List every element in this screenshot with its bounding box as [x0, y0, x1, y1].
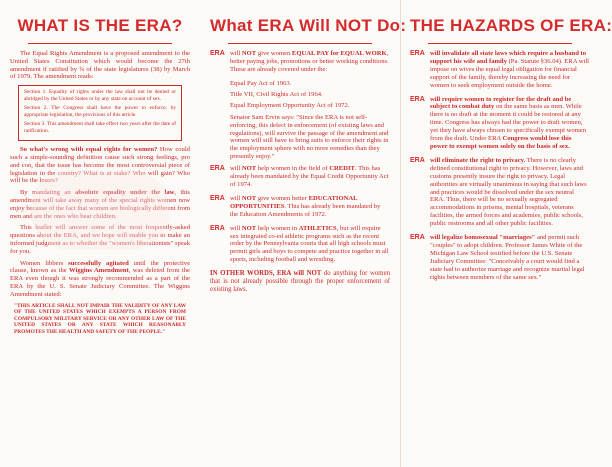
act-item: Title VII, Civil Rights Act of 1964.	[230, 90, 323, 98]
hazard-marriage	[410, 234, 590, 281]
era-tag: ERA	[210, 165, 225, 173]
text-run: will	[230, 50, 242, 57]
item-education	[210, 195, 390, 219]
heading-part: THE	[410, 16, 450, 35]
emphasis-not: NOT	[241, 165, 257, 173]
text-run: , better paying jobs, promotions or better working conditions. These are already covered under the:	[230, 50, 389, 73]
text-run: will	[230, 194, 242, 202]
emphasis-topic: ATHLETICS	[298, 224, 337, 232]
emphasis-topic: EQUAL PAY for EQUAL WORK	[291, 50, 387, 57]
hazard-rest: (Pa. Statute §36.04). ERA will impose on wives the equal legal obligation for financial support of the family, thereby increasing the need for women to seek employment outside the home.	[430, 57, 590, 89]
hazard-rest: on the same basis as men. While there is no draft at the moment it could be restored at any time. Congress has always had the power to draft women, yet they have always chosen to specifically exempt women from the draft. Under ERA	[430, 103, 586, 143]
heading-underline	[428, 43, 572, 44]
item-body	[230, 195, 390, 219]
heading-part: Do:	[372, 16, 407, 35]
heading-underline	[228, 43, 372, 44]
ervin-quote: Senator Sam Ervin says: "Since the ERA is not self-enforcing, this defect in enforcement (of existing laws and regulations), will survive the passage of the amendment and women will still have to bring suits to enforce their rights in the employment sphere with no more remedies than they presently enjoy."	[230, 113, 389, 161]
column-what-era-will-not-do	[200, 0, 407, 467]
faded-watermark	[30, 170, 170, 250]
text-run: will	[230, 165, 242, 173]
heading-part: NOT	[335, 16, 373, 35]
emphasis-topic: CREDIT	[329, 165, 355, 173]
item-body	[430, 96, 590, 151]
text-run: . This has already been mandated by the Equal Credit Opportunity Act of 1974.	[230, 165, 389, 188]
item-equal-pay	[210, 50, 390, 74]
item-body	[430, 234, 590, 281]
hazard-lead: will legalize homosexual "marriages"	[430, 234, 536, 242]
text-run: give women better	[256, 194, 309, 202]
column-what-is-era	[0, 0, 200, 467]
emphasis-not: NOT	[241, 194, 257, 202]
act-item: Equal Pay Act of 1963.	[230, 79, 292, 87]
closing-rest: do anything for women that is not already possible through the proper enforcement of existing laws.	[210, 270, 390, 294]
closing-paragraph	[210, 270, 390, 294]
hazard-lead: will eliminate the right to privacy.	[430, 156, 526, 164]
hazard-rest: and permit such "couples" to adopt children. Professor James White of the Michigan Law School testified before the U.S. Senate Judiciary Committee: "Conceivably a court would find a state had to authorize marriage and recognize marital legal rights between members of the same sex."	[430, 234, 585, 281]
hazard-support	[410, 50, 590, 90]
emphasis-not: NOT	[241, 50, 257, 57]
emphasis-not: NOT	[241, 224, 257, 232]
text-run: , but will require sex integrated co-ed athletic programs such as the recent order by the Pennsylvania courts that all high schools must permit girls and boys to compete and practice together in all sports, including football and wrestling.	[230, 224, 389, 264]
act-item: Equal Employment Opportunity Act of 1972.	[230, 101, 350, 109]
intro-paragraph: The Equal Rights Amendment is a proposed amendment to the United States Constitution which would become the 27th amendment if ratified by ¾ of the state legislatures (38) by March of 1979. The amendment reads:	[10, 50, 190, 81]
text-run: Women libbers	[20, 259, 69, 267]
era-tag: ERA	[210, 224, 225, 232]
amendment-text-box	[18, 85, 182, 141]
question-rest: How could such a simple-sounding definition cause such strong feelings, pro and con, that the issue has become the most controversial piece of legislation in the country? What is at stake? Who will gain? Who will be the losers?	[10, 146, 190, 185]
question-lead: So what's wrong with equal rights for women?	[20, 146, 158, 154]
era-tag: ERA	[210, 50, 225, 57]
item-body	[230, 225, 390, 265]
heading-underline	[28, 43, 172, 44]
item-body	[230, 50, 390, 74]
text-run: , this amendment will take away many of the special rights women now enjoy because of the fact that women are biologically different from men and are the ones who bear children.	[10, 189, 190, 220]
emphasis-absolute-equality: absolute equality under the law	[75, 189, 175, 197]
heading-hazards	[410, 16, 612, 36]
heading-will-not-do	[210, 16, 407, 36]
hazard-privacy	[410, 157, 590, 228]
leaflet-purpose-paragraph: This leaflet will answer some of the most frequently-asked questions about the ERA, and we hope will enable you to make an informed judgment as to whether the "women's liberationists" speak for you.	[10, 224, 190, 255]
acts-list	[230, 80, 390, 110]
item-credit	[210, 165, 390, 189]
text-run: help women in	[256, 224, 299, 232]
text-run: until the protective clause, known as the	[10, 259, 191, 275]
item-body	[230, 165, 390, 189]
column-hazards-of-era	[400, 0, 612, 467]
heading-part: OF ERA:	[535, 16, 612, 35]
item-body	[430, 157, 590, 228]
text-run: By mandating an	[20, 189, 76, 197]
heading-part: What ERA Will	[210, 16, 336, 35]
era-tag: ERA	[410, 50, 425, 57]
amendment-section-1: Section 1. Equality of rights under the law shall not be denied or abridged by the United States or by any state on account of sex.	[24, 89, 176, 102]
hazard-lead: will require women to register for the draft and be subject to combat duty	[430, 95, 572, 111]
heading-what-is-era: WHAT IS THE ERA?	[17, 16, 183, 35]
era-tag: ERA	[410, 95, 425, 103]
hazard-draft	[410, 96, 590, 151]
item-body	[430, 50, 590, 90]
heading-part: HAZARDS	[449, 16, 536, 35]
text-run: . This has already been mandated by the Education Amendments of 1972.	[230, 202, 381, 218]
amendment-section-2: Section 2. The Congress shall have the power to enforce, by appropriate legislation, the provisions of this article.	[24, 105, 176, 118]
era-tag: ERA	[410, 156, 425, 164]
hazard-rest: There is no clearly defined constitutional right to privacy. However, laws and customs presently insure the right to privacy. Legal authorities are virtually unanimous in saying that such laws and practices would be dissolved under the sex neutral ERA. Thus, there will be no sexually segregated accommodations in prisons, mental hospitals, veterans facilities, the armed forces and academies, public schools, public restrooms and all other public facilities.	[430, 156, 587, 228]
text-run: help women in the field of	[256, 165, 330, 173]
era-tag: ERA	[410, 234, 425, 242]
item-athletics	[210, 225, 390, 265]
wiggins-paragraph	[10, 260, 190, 299]
closing-lead: IN OTHER WORDS, ERA will NOT	[210, 270, 322, 278]
emphasis-topic: EDUCATIONAL OPPORTUNITIES	[230, 194, 358, 210]
wiggins-quote: "THIS ARTICLE SHALL NOT IMPAIR THE VALIDITY OF ANY LAW OF THE UNITED STATES WHICH EXEMPTS A PERSON FROM COMPULSORY MILITARY SERVICE OR ANY OTHER LAW OF THE UNITED STATES OR ANY STATE WHICH REASONABLY PROMOTES THE HEALTH AND SAFETY OF THE PEOPLE."	[14, 302, 186, 335]
hazard-emphasis: Congress would lose this power to exempt women solely on the basis of sex.	[430, 135, 572, 150]
emphasis-wiggins: Wiggins Amendment	[69, 267, 129, 275]
amendment-section-3: Section 3. This amendment shall take effect two years after the date of ratification.	[24, 121, 176, 134]
emphasis-agitated: successfully agitated	[68, 259, 129, 267]
text-run: will	[230, 224, 242, 232]
text-run: , was deleted from the ERA even though it was strongly recommended as a part of the ERA by the U. S. Senate Judiciary Committee. The Wiggins Amendment stated:	[10, 267, 190, 298]
era-tag: ERA	[210, 194, 225, 202]
text-run: give women	[256, 50, 292, 57]
hazard-lead: will invalidate all state laws which require a husband to support his wife and family	[430, 50, 587, 65]
